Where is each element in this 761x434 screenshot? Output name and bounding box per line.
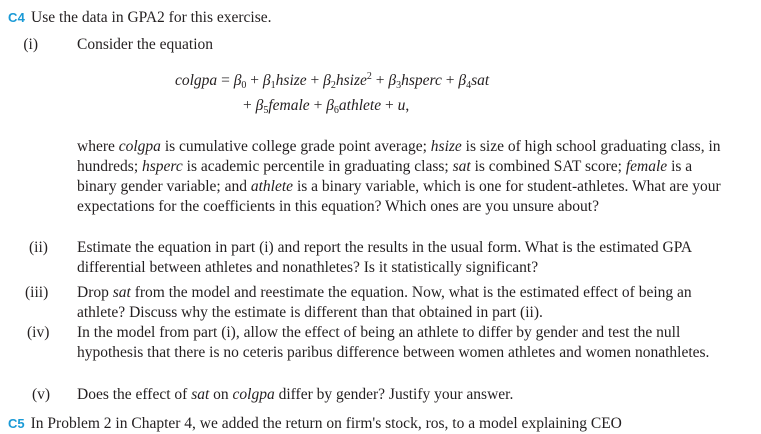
part-iii-text: Drop sat from the model and reestimate the equation. Now, what is the estimated effect of being an athlete? Discuss why the estimate is different than that obtained in part (ii).	[77, 284, 692, 321]
part-v-numeral: (v)	[32, 386, 51, 403]
part-ii-numeral: (ii)	[29, 239, 48, 256]
part-i-definitions: where colgpa is cumulative college grade point average; hsize is size of high school graduating class, in hundreds; hsperc is academic percentile in graduating class; sat is combined SAT score; female is a binary gender variable; and athlete is a binary variable, which is one for student-athletes. What are your expectations for the coefficients in this equation? Which ones are you unsure about?	[77, 138, 721, 215]
exercise-header	[8, 8, 272, 28]
equation-line-2: + $\beta_5female$ + $\beta_6athlete + u$,	[243, 97, 410, 116]
part-i-numeral: (i)	[23, 36, 38, 53]
part-v-text: Does the effect of sat on colgpa differ by gender? Justify your answer.	[77, 386, 514, 403]
part-iii-numeral: (iii)	[25, 284, 49, 301]
equation-line-1: colgpa = $\beta_0$ + $\beta_1hsize$ + $\beta_2hsize^2$ + $\beta_3hsperc + \beta_4sat$	[175, 71, 490, 91]
exercise-label: C4	[8, 10, 26, 25]
part-i-lead: Consider the equation	[77, 36, 214, 53]
next-exercise-text: In Problem 2 in Chapter 4, we added the return on firm's stock, ros, to a model explaining CEO	[30, 415, 622, 432]
exercise-intro: Use the data in GPA2 for this exercise.	[31, 9, 272, 26]
next-exercise-cutoff	[8, 414, 622, 434]
next-exercise-label: C5	[8, 416, 25, 431]
part-ii-text: Estimate the equation in part (i) and report the results in the usual form. What is the estimated GPA differential between athletes and nonathletes? Is it statistically significant?	[77, 239, 692, 276]
part-iv-numeral: (iv)	[27, 324, 50, 341]
part-iv-text: In the model from part (i), allow the effect of being an athlete to differ by gender and test the null hypothesis that there is no ceteris paribus difference between women athletes and women nonathletes.	[77, 324, 710, 361]
